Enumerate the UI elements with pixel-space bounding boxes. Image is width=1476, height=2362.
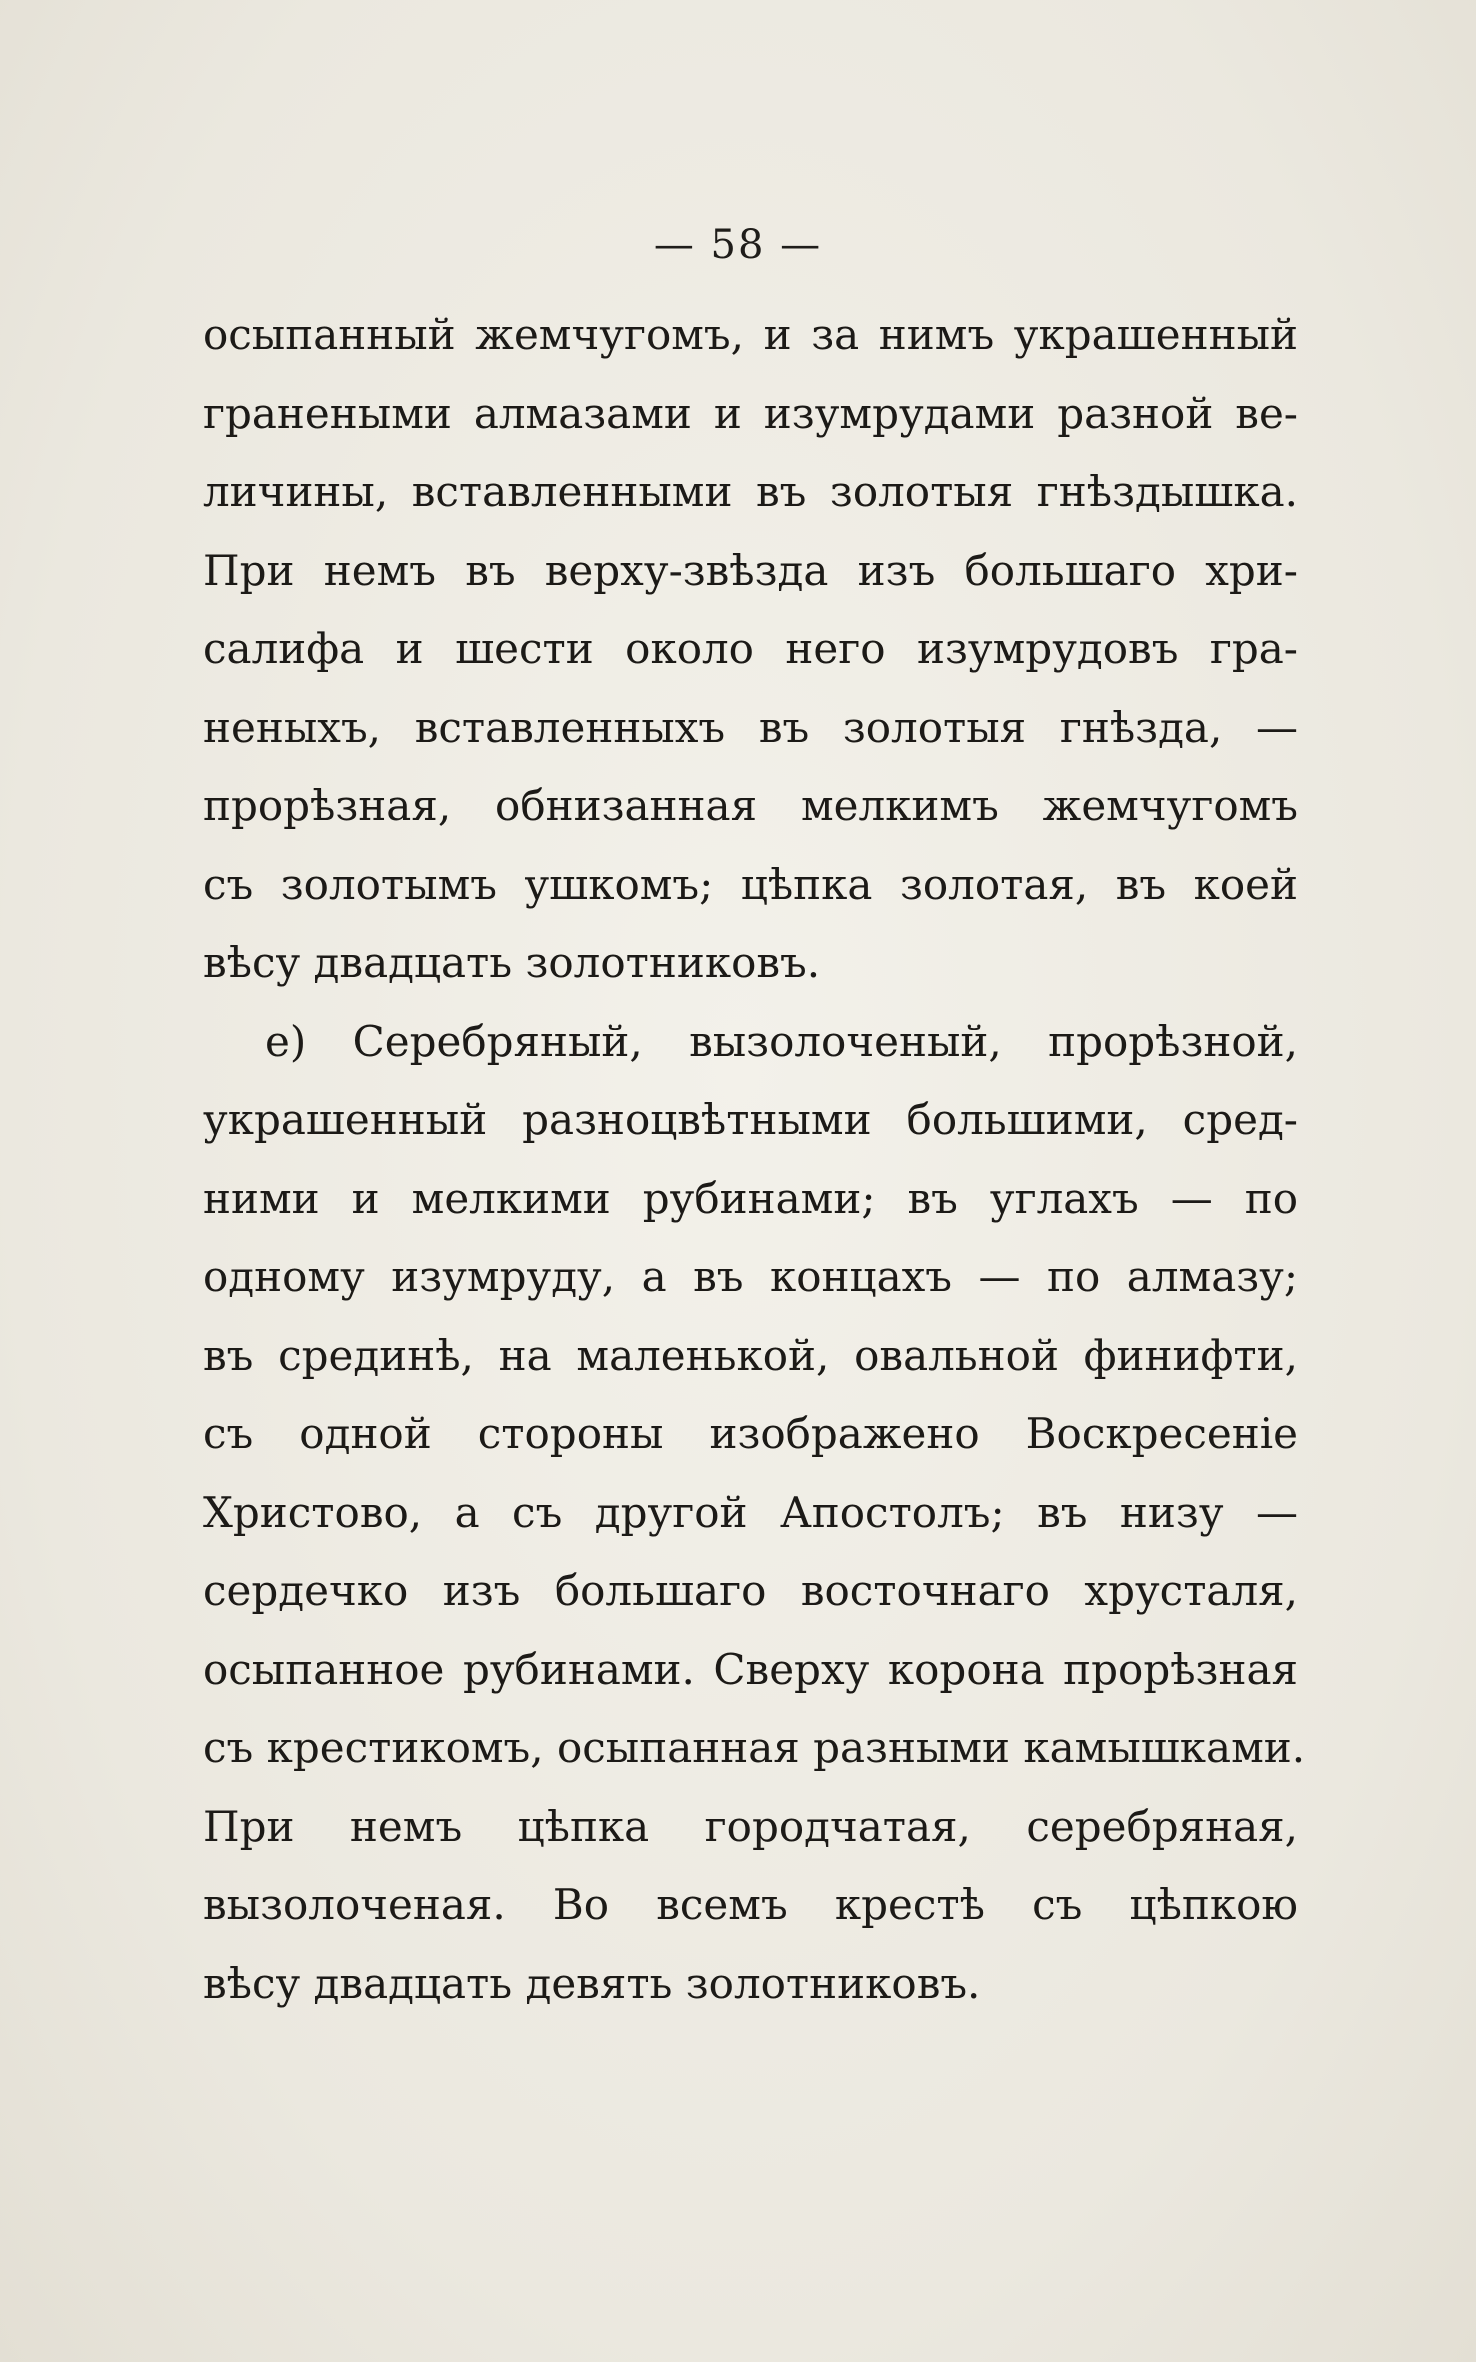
text-line: съ золотымъ ушкомъ; цѣпка золотая, въ коей bbox=[203, 859, 1298, 909]
paragraph-start-line: е) Серебряный, вызолоченый, прорѣзной, bbox=[265, 1016, 1298, 1066]
text-line: вызолоченая. Во всемъ крестѣ съ цѣпкою bbox=[203, 1880, 1298, 1929]
text-line: личины, вставленными въ золотыя гнѣздышка. bbox=[203, 467, 1298, 516]
text-line: ними и мелкими рубинами; въ углахъ — по bbox=[203, 1173, 1298, 1223]
text-line: При немъ цѣпка городчатая, серебряная, bbox=[203, 1801, 1298, 1851]
page-number: — 58 — bbox=[653, 222, 823, 268]
text-line: прорѣзная, обнизанная мелкимъ жемчугомъ bbox=[203, 781, 1298, 830]
text-line: вѣсу двадцать девять золотниковъ. bbox=[203, 1958, 981, 2008]
text-line: одному изумруду, а въ концахъ — по алмазу; bbox=[203, 1252, 1298, 1301]
body-text bbox=[203, 296, 1306, 2023]
text-line: неныхъ, вставленныхъ въ золотыя гнѣзда, — bbox=[203, 702, 1298, 752]
text-line: Христово, а съ другой Апостолъ; въ низу — bbox=[203, 1487, 1298, 1537]
text-line: украшенный разноцвѣтными большими, сред- bbox=[203, 1095, 1298, 1144]
text-line: осыпанное рубинами. Сверху корона прорѣзная bbox=[203, 1644, 1298, 1694]
text-line: вѣсу двадцать золотниковъ. bbox=[203, 938, 821, 987]
text-line: съ одной стороны изображено Воскресеніе bbox=[203, 1409, 1298, 1458]
text-line: При немъ въ верху-звѣзда изъ большаго хри- bbox=[203, 545, 1298, 595]
text-line: въ срединѣ, на маленькой, овальной финифти, bbox=[203, 1330, 1298, 1380]
text-line: сердечко изъ большаго восточнаго хрусталя, bbox=[203, 1566, 1298, 1615]
text-line: гранеными алмазами и изумрудами разной ве- bbox=[203, 388, 1298, 438]
text-line: съ крестикомъ, осыпанная разными камышками. bbox=[203, 1723, 1306, 1772]
text-line: осыпанный жемчугомъ, и за нимъ украшенный bbox=[203, 310, 1298, 359]
text-line: салифа и шести около него изумрудовъ гра- bbox=[203, 624, 1298, 673]
